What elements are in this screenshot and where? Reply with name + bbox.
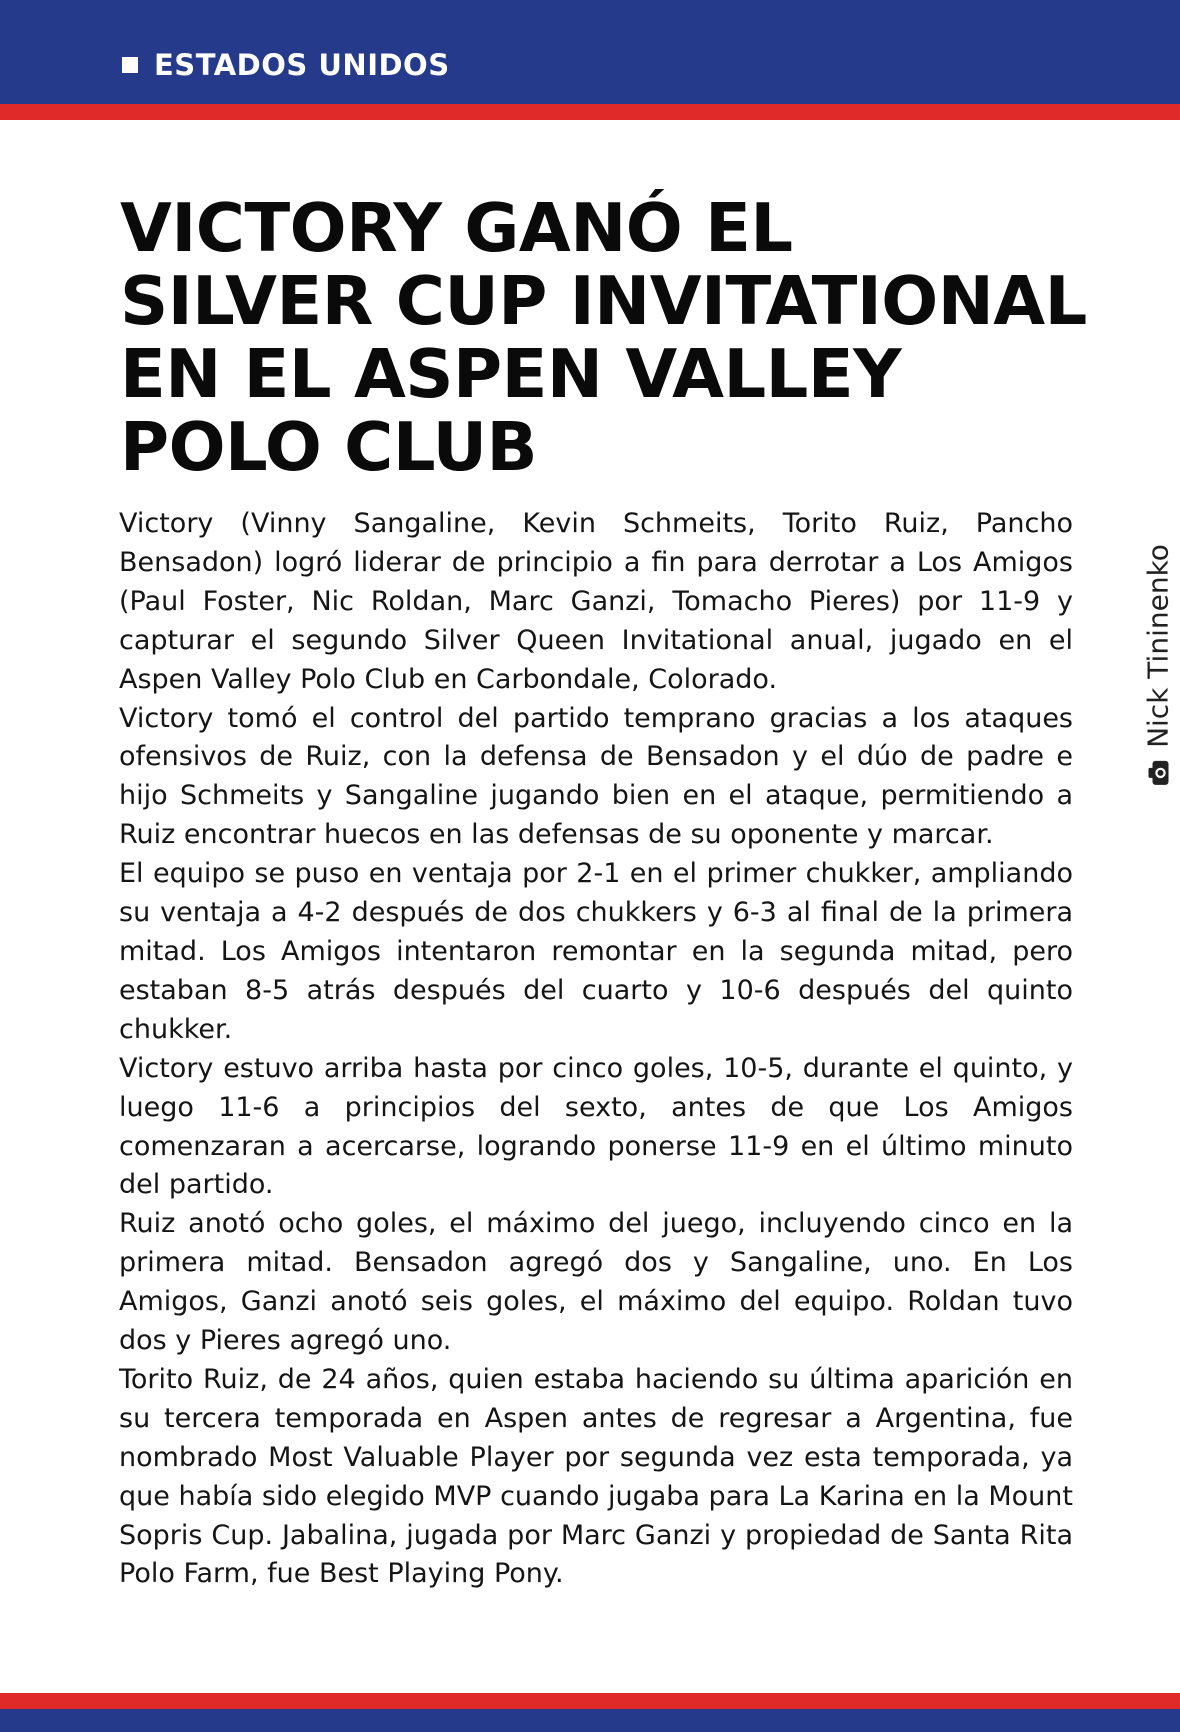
footer-red-stripe — [0, 1693, 1180, 1709]
square-bullet-icon — [122, 57, 138, 73]
section-label-text: ESTADOS UNIDOS — [154, 48, 450, 82]
headline-line: VICTORY GANÓ EL — [120, 189, 793, 267]
headline-line: EN EL ASPEN VALLEY — [120, 335, 902, 413]
header-red-stripe — [0, 104, 1180, 120]
article-body — [119, 505, 1073, 1594]
headline-line: POLO CLUB — [120, 408, 538, 486]
section-label — [122, 48, 450, 82]
article-paragraph: Ruiz anotó ocho goles, el máximo del juego, incluyendo cinco en la primera mitad. Bensadon agregó dos y Sangaline, uno. En Los Amigos, Ganzi anotó seis goles, el máximo del equipo. Roldan tuvo dos y Pieres agregó uno. — [119, 1208, 1073, 1357]
article-paragraph: Victory estuvo arriba hasta por cinco goles, 10-5, durante el quinto, y luego 11-6 a principios del sexto, antes de que Los Amigos comenzaran a acercarse, logrando ponerse 11-9 en el último minuto del partido. — [119, 1052, 1073, 1201]
article-paragraph: El equipo se puso en ventaja por 2-1 en el primer chukker, ampliando su ventaja a 4-2 después de dos chukkers y 6-3 al final de la primera mitad. Los Amigos intentaron remontar en la segunda mitad, pero estaban 8-5 atrás después del cuarto y 10-6 después del quinto chukker. — [119, 858, 1073, 1045]
headline-line: SILVER CUP INVITATIONAL — [120, 262, 1087, 340]
article-headline — [120, 189, 1170, 486]
article-paragraph: Torito Ruiz, de 24 años, quien estaba haciendo su última aparición en su tercera temporada en Aspen antes de regresar a Argentina, fue nombrado Most Valuable Player por segunda vez esta temporada, ya que había sido elegido MVP cuando jugaba para La Karina en la Mount Sopris Cup. Jabalina, jugada por Marc Ganzi y propiedad de Santa Rita Polo Farm, fue Best Playing Pony. — [119, 1363, 1073, 1590]
article-paragraph: Victory (Vinny Sangaline, Kevin Schmeits, Torito Ruiz, Pancho Bensadon) logró liderar de principio a fin para derrotar a Los Amigos (Paul Foster, Nic Roldan, Marc Ganzi, Tomacho Pieres) por 11-9 y capturar el segundo Silver Queen Invitational anual, jugado en el Aspen Valley Polo Club en Carbondale, Colorado. — [119, 508, 1073, 695]
camera-icon — [1147, 760, 1169, 786]
photo-credit-text: Nick Tininenko — [1141, 544, 1175, 748]
article-paragraph: Victory tomó el control del partido temprano gracias a los ataques ofensivos de Ruiz, con la defensa de Bensadon y el dúo de padre e hijo Schmeits y Sangaline jugando bien en el ataque, permitiendo a Ruiz encontrar huecos en las defensas de su oponente y marcar. — [119, 702, 1073, 851]
photo-credit — [1143, 520, 1173, 810]
footer-band — [0, 1709, 1180, 1732]
